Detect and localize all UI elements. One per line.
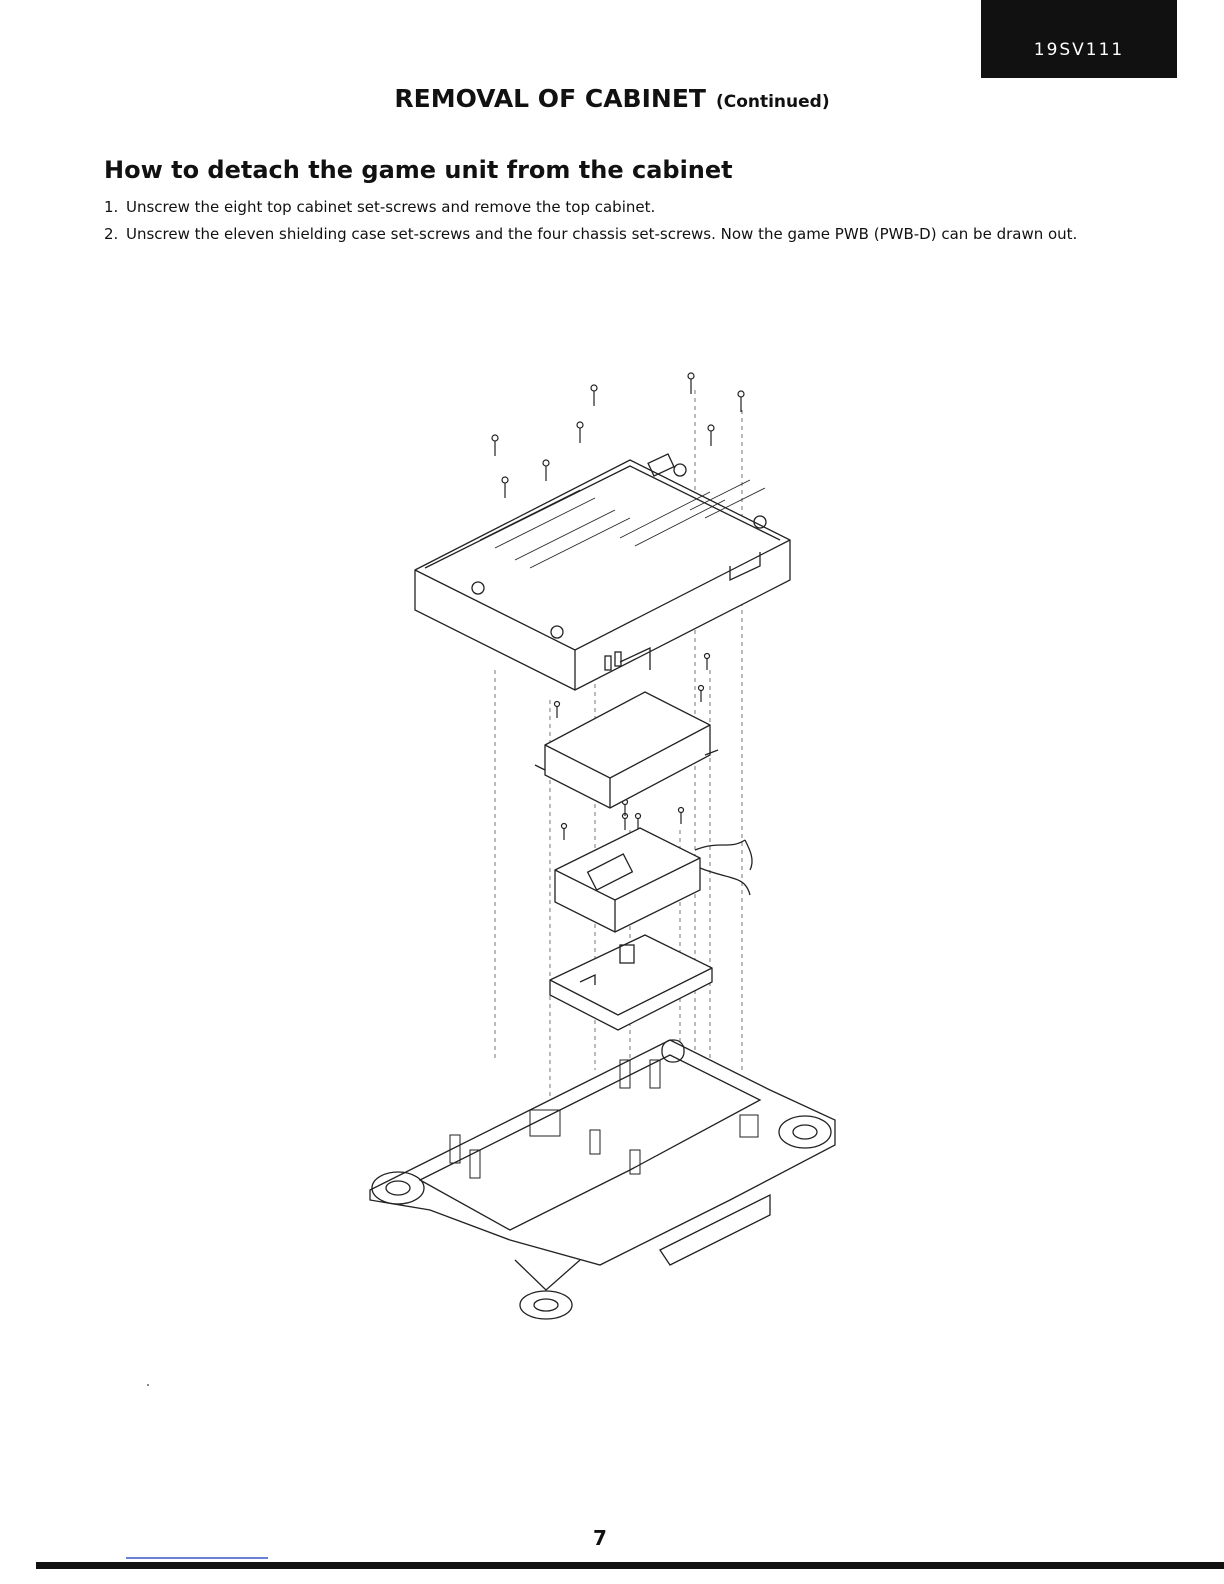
- instruction-steps: [104, 197, 1094, 251]
- step-text: Unscrew the eleven shielding case set-screws and the four chassis set-screws. Now the game PWB (PWB-D) can be drawn out.: [126, 225, 1078, 243]
- section-heading: How to detach the game unit from the cabinet: [104, 156, 733, 184]
- page-title-sub: (Continued): [715, 92, 830, 112]
- footer-rule: [36, 1562, 1224, 1569]
- page-title: [0, 84, 1224, 113]
- page-number: 7: [593, 1526, 607, 1550]
- step-number: 1.: [104, 198, 119, 216]
- shielding-case-illustration: [535, 692, 718, 808]
- chassis-illustration: [550, 935, 712, 1030]
- model-number-badge: 19SV111: [981, 0, 1177, 78]
- game-pwb-illustration: [555, 828, 752, 932]
- bottom-cabinet-illustration: [370, 1040, 835, 1319]
- scan-speck: [147, 1384, 149, 1386]
- step-number: 2.: [104, 225, 119, 243]
- step-text: Unscrew the eight top cabinet set-screws and remove the top cabinet.: [126, 198, 656, 216]
- instruction-step: [104, 197, 1094, 218]
- exploded-view-diagram: [350, 370, 850, 1320]
- page-title-main: REMOVAL OF CABINET: [394, 84, 706, 113]
- footer-accent-line: [126, 1557, 268, 1559]
- top-cabinet-illustration: [415, 454, 790, 690]
- instruction-step: [104, 224, 1094, 245]
